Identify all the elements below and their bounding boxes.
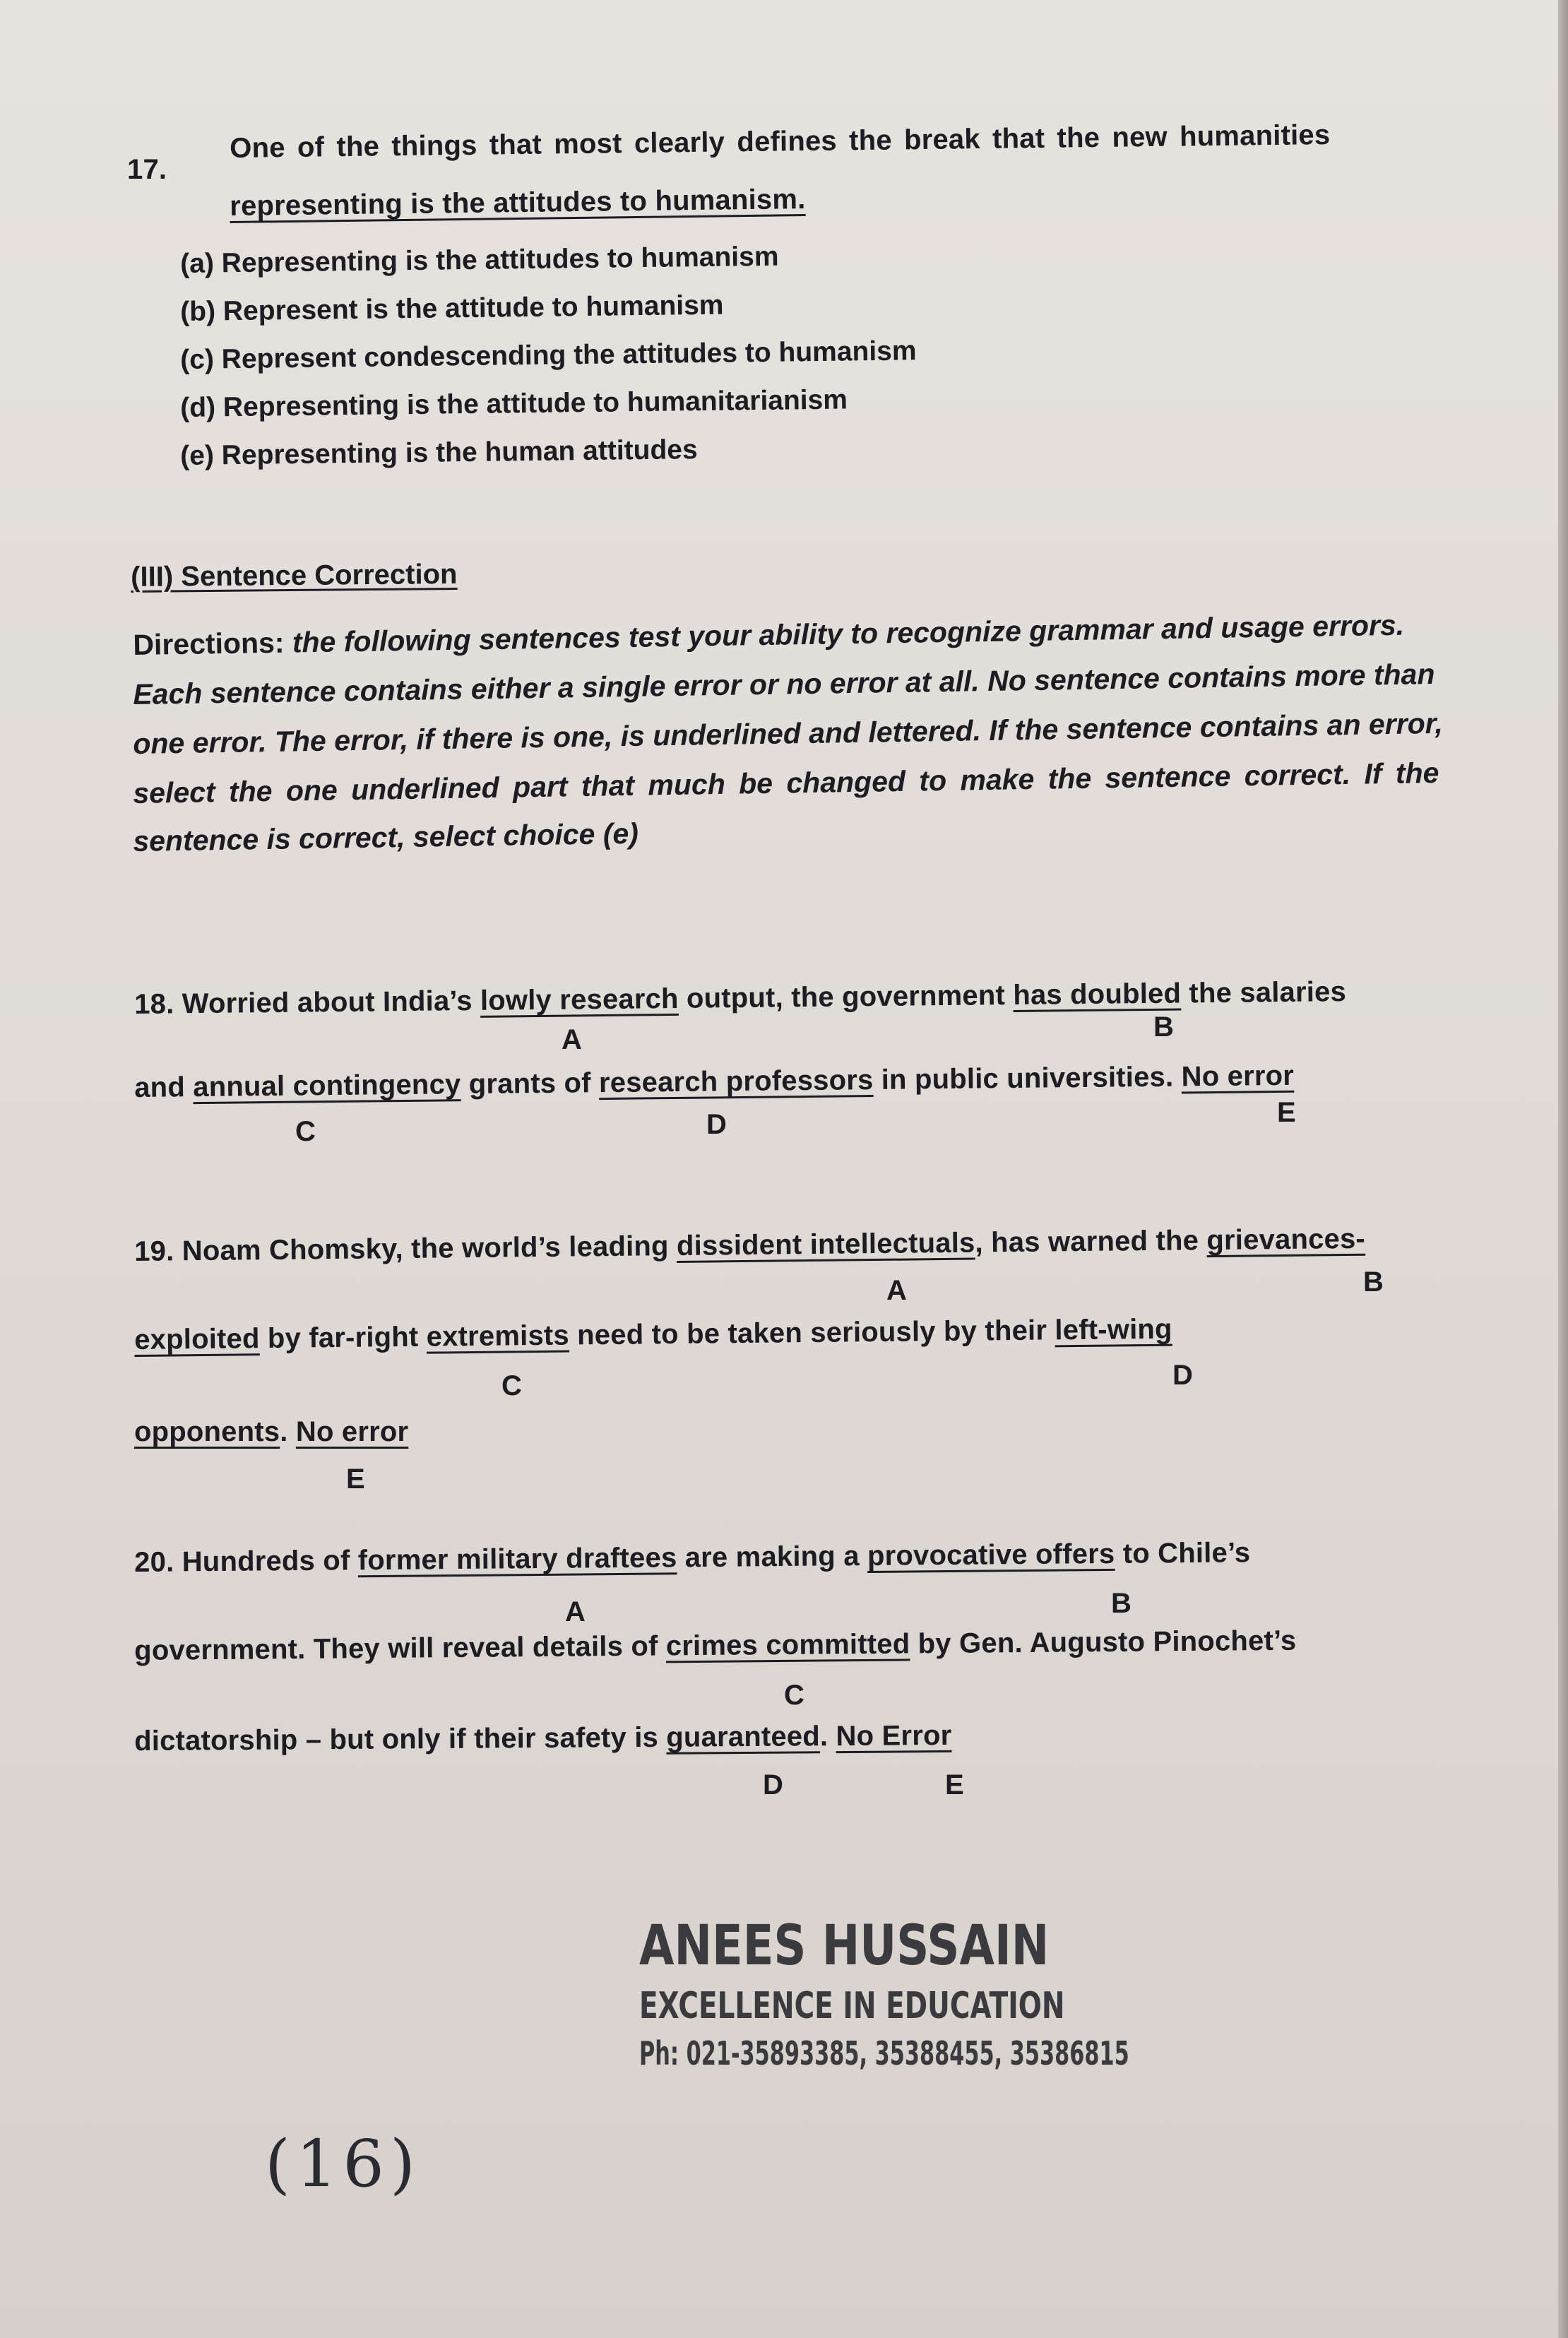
q19-text: by far-right	[259, 1321, 427, 1355]
q18-text: the salaries	[1180, 976, 1347, 1009]
brand-name: ANEES HUSSAIN	[639, 1914, 1050, 1978]
directions-line-3: one error. The error, if there is one, is underlined and lettered. If the sentence contains an error,	[133, 706, 1444, 760]
q20-text: are making a	[677, 1540, 868, 1574]
q19-text: .	[280, 1416, 296, 1447]
q18-text: and	[134, 1072, 194, 1103]
q17-line1: One of the things that most clearly defines the break that the new humanities	[230, 119, 1331, 164]
q20-text: government. They will reveal details of	[134, 1630, 667, 1666]
q20-part-e: No Error	[836, 1719, 952, 1752]
q20-letter-d: D	[763, 1769, 783, 1800]
q19-text: , has warned the	[975, 1225, 1207, 1259]
q20-part-a: former military draftees	[357, 1542, 677, 1577]
q18-text: grants of	[461, 1067, 600, 1100]
q20-part-b: provocative offers	[867, 1538, 1115, 1572]
q17-option-b: (b) Represent is the attitude to humanism	[180, 290, 724, 327]
q18-part-e: No error	[1181, 1060, 1295, 1093]
q19-letter-d: D	[1172, 1360, 1193, 1391]
q18-letter-e: E	[1277, 1097, 1296, 1128]
q17-line2: representing is the attitudes to humanism.	[230, 184, 806, 222]
q20-text: dictatorship – but only if their safety is	[134, 1721, 667, 1757]
directions-line-4: select the one underlined part that much be changed to make the sentence correct. If the	[133, 756, 1439, 809]
q18-part-d: research professors	[598, 1064, 874, 1099]
q19-part-d-cont: opponents	[134, 1416, 280, 1447]
q19-line3	[134, 1416, 408, 1448]
q18-text: output, the government	[678, 979, 1014, 1014]
q20-part-c: crimes committed	[665, 1628, 910, 1662]
q18-text: in public universities.	[873, 1061, 1182, 1096]
q20-number: 20.	[134, 1546, 174, 1578]
q20-letter-c: C	[784, 1680, 804, 1711]
section-heading: (III) Sentence Correction	[131, 558, 458, 593]
brand-phone: Ph: 021-35893385, 35388455, 35386815	[639, 2034, 1129, 2072]
q18-letter-a: A	[562, 1024, 582, 1055]
q19-text: Noam Chomsky, the world’s leading	[182, 1230, 677, 1267]
q18-number: 18.	[134, 988, 174, 1020]
q20-letter-e: E	[945, 1769, 964, 1800]
q19-number: 19.	[134, 1235, 174, 1267]
q17-option-e: (e) Representing is the human attitudes	[180, 434, 698, 471]
q20-letter-b: B	[1111, 1588, 1132, 1619]
q18-letter-b: B	[1153, 1011, 1174, 1043]
q20-text: to Chile’s	[1115, 1537, 1251, 1569]
q20-text: Hundreds of	[182, 1545, 358, 1578]
q18-part-b: has doubled	[1013, 978, 1182, 1011]
q19-letter-b: B	[1363, 1266, 1384, 1298]
q19-letter-c: C	[501, 1370, 522, 1401]
q19-text: need to be taken seriously by their	[569, 1315, 1055, 1351]
q20-line3	[134, 1720, 952, 1757]
q20-letter-a: A	[565, 1596, 586, 1627]
q19-part-b-cont: exploited	[134, 1323, 260, 1355]
brand-tagline: EXCELLENCE IN EDUCATION	[639, 1985, 1065, 2027]
q19-part-e: No error	[295, 1416, 409, 1447]
q19-letter-a: A	[886, 1275, 907, 1306]
q18-text: Worried about India’s	[182, 985, 481, 1020]
q18-part-a: lowly research	[480, 983, 679, 1016]
directions-label: Directions:	[133, 626, 285, 661]
directions-line-2: Each sentence contains either a single error or no error at all. No sentence contains more than	[133, 658, 1435, 711]
q18-letter-c: C	[295, 1116, 316, 1147]
q19-part-d: left-wing	[1055, 1313, 1172, 1346]
directions-line-5: sentence is correct, select choice (e)	[133, 817, 639, 858]
q18-letter-d: D	[706, 1109, 727, 1140]
q19-letter-e: E	[346, 1464, 365, 1495]
page-number: (16)	[265, 2126, 421, 2202]
q17-option-c: (c) Represent condescending the attitudes to humanism	[180, 336, 917, 375]
q17-number: 17.	[127, 154, 167, 185]
q20-text: by Gen. Augusto Pinochet’s	[910, 1625, 1297, 1660]
q17-option-a: (a) Representing is the attitudes to humanism	[180, 241, 779, 279]
q19-part-c: extremists	[426, 1319, 570, 1353]
q18-part-c: annual contingency	[193, 1069, 461, 1103]
q20-text: .	[819, 1721, 836, 1752]
q17-option-d: (d) Representing is the attitude to humanitarianism	[180, 384, 848, 423]
q20-part-d: guaranteed	[666, 1721, 821, 1753]
q19-part-b: grievances-	[1206, 1223, 1366, 1257]
paper-edge-shadow	[1558, 0, 1568, 2338]
directions-text-1: the following sentences test your ability to recognize grammar and usage errors.	[292, 608, 1405, 659]
q19-part-a: dissident intellectuals	[676, 1227, 975, 1262]
